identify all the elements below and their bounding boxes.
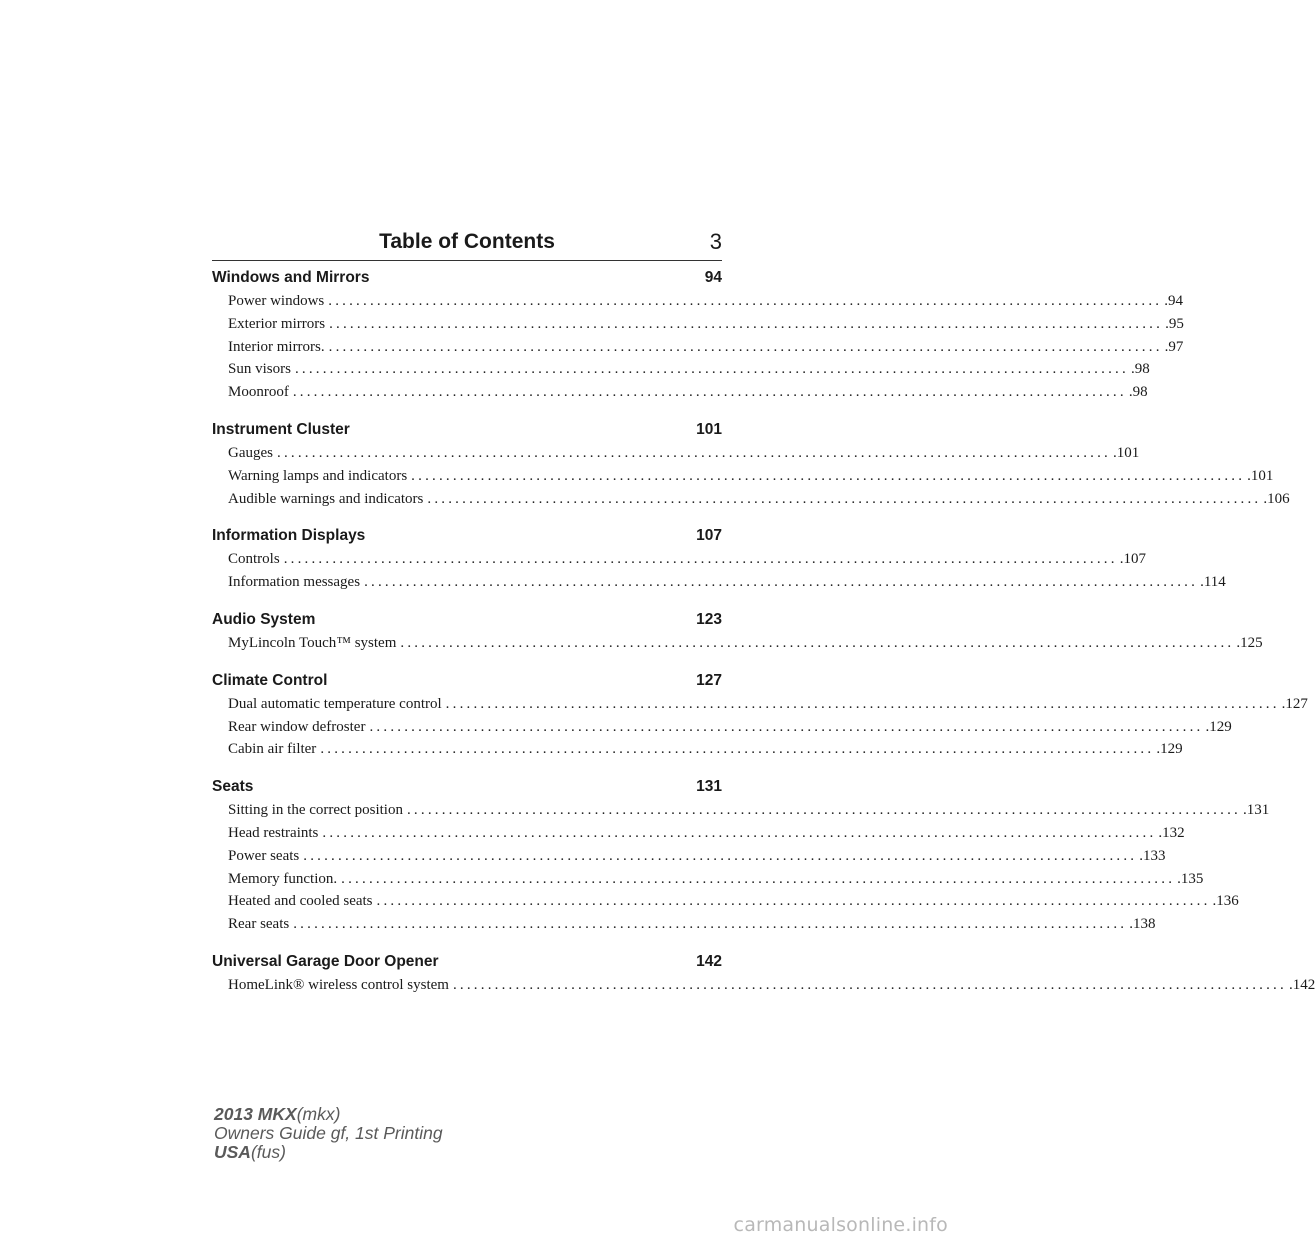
dot-leader: ........................................................................................................................ (411, 467, 1246, 484)
toc-entry-title: HomeLink® wireless control system (228, 976, 449, 993)
toc-section-heading[interactable] (212, 669, 722, 693)
toc-entry-page: .135 (1177, 870, 1204, 887)
toc-entry-page: .101 (1113, 444, 1140, 461)
toc-entry-page: .133 (1139, 847, 1166, 864)
toc-section (212, 418, 1290, 510)
toc-entry[interactable] (228, 974, 1315, 997)
dot-leader: ........................................................................................................................ (376, 893, 1211, 910)
toc-entry[interactable] (228, 822, 1185, 845)
footer-line-region (214, 1143, 443, 1162)
toc-entry[interactable] (228, 845, 1166, 868)
toc-section-page: 101 (696, 420, 722, 438)
dot-leader: ........................................................................................................................ (452, 976, 1287, 993)
toc-entry[interactable] (228, 632, 1263, 655)
toc-section-heading[interactable] (212, 950, 722, 974)
toc-entry-title: Gauges (228, 444, 273, 461)
toc-entry[interactable] (228, 548, 1146, 571)
toc-entry-title: Controls (228, 551, 280, 568)
toc-entry-page: .98 (1130, 361, 1150, 378)
toc-entry[interactable] (228, 336, 1184, 359)
toc-section-title: Seats (212, 778, 254, 796)
toc-entry-title: Cabin air filter (228, 741, 317, 758)
toc-entry-title: Interior mirrors. (228, 338, 325, 355)
toc-entry-page: .132 (1158, 824, 1185, 841)
dot-leader: ........................................................................................................................ (445, 695, 1280, 712)
toc-entry-title: Head restraints (228, 824, 319, 841)
toc-entry-page: .136 (1212, 893, 1239, 910)
dot-leader: ........................................................................................................................ (292, 384, 1127, 401)
toc-entry[interactable] (228, 488, 1290, 511)
toc-entry[interactable] (228, 716, 1232, 739)
watermark: carmanualsonline.info (733, 1214, 948, 1236)
toc-entry-page: .127 (1281, 695, 1308, 712)
toc-entry-page: .125 (1236, 634, 1263, 651)
page-header (212, 228, 722, 261)
toc-entry-page: .129 (1156, 741, 1183, 758)
toc-section-heading[interactable] (212, 266, 722, 290)
toc-section-heading[interactable] (212, 524, 722, 548)
toc-entry[interactable] (228, 738, 1183, 761)
dot-leader: ........................................................................................................................ (328, 338, 1163, 355)
document-footer (214, 1105, 443, 1162)
toc-entry-page: .142 (1288, 976, 1315, 993)
toc-entry-title: MyLincoln Touch™ system (228, 634, 397, 651)
page-number: 3 (709, 229, 722, 254)
toc-entry-title: Rear window defroster (228, 718, 366, 735)
toc-section-title: Audio System (212, 610, 316, 628)
toc-entry-page: .106 (1263, 490, 1290, 507)
toc-section-page: 107 (696, 527, 722, 545)
footer-region-code: (fus) (250, 1142, 286, 1162)
dot-leader: ........................................................................................................................ (322, 824, 1157, 841)
toc-entry-page: .98 (1128, 384, 1148, 401)
toc-section-heading[interactable] (212, 775, 722, 799)
toc-section-page: 142 (696, 952, 722, 970)
toc-section-heading[interactable] (212, 418, 722, 442)
page-title: Table of Contents (379, 230, 555, 253)
toc-entry-title: Rear seats (228, 916, 290, 933)
footer-line-model (214, 1105, 443, 1124)
dot-leader: ........................................................................................................................ (320, 741, 1155, 758)
toc-section (212, 266, 1184, 404)
toc-section-page: 131 (696, 778, 722, 796)
toc-section-page: 127 (696, 671, 722, 689)
toc-entry-title: Dual automatic temperature control (228, 695, 442, 712)
toc-entry-page: .107 (1119, 551, 1146, 568)
toc-section-title: Universal Garage Door Opener (212, 952, 439, 970)
toc-entry-page: .114 (1200, 574, 1226, 591)
toc-entry-page: .94 (1164, 293, 1183, 309)
dot-leader: ........................................................................................................................ (303, 847, 1138, 864)
toc-entry[interactable] (228, 465, 1274, 488)
toc-section-title: Windows and Mirrors (212, 269, 370, 286)
toc-entry-page: .131 (1242, 802, 1270, 819)
toc-entry-page: .97 (1164, 338, 1184, 355)
toc-entry-title: Warning lamps and indicators (228, 467, 408, 484)
toc-entry-page: .138 (1129, 916, 1156, 933)
footer-model-code: (mkx) (296, 1104, 341, 1124)
toc-entry[interactable] (228, 358, 1150, 381)
toc-section-page: 123 (696, 610, 722, 628)
dot-leader: ........................................................................................................................ (400, 634, 1235, 651)
toc-section (212, 524, 1226, 594)
dot-leader: ........................................................................................................................ (364, 574, 1199, 591)
toc-section (212, 669, 1308, 761)
toc-section-title: Climate Control (212, 671, 328, 689)
dot-leader: ........................................................................................................................ (277, 444, 1111, 461)
toc-entry-title: Information messages (228, 574, 361, 591)
toc-entry[interactable] (228, 799, 1270, 822)
toc-entry[interactable] (228, 868, 1204, 891)
dot-leader: ........................................................................................................................ (369, 718, 1204, 735)
toc-entry-page: .101 (1247, 467, 1274, 484)
toc-section (212, 775, 1270, 936)
footer-model-year: 2013 MKX (214, 1104, 297, 1124)
toc-section-title: Instrument Cluster (212, 420, 350, 438)
toc-entry[interactable] (228, 693, 1308, 716)
toc-entry[interactable] (228, 571, 1226, 594)
toc-entry-title: Moonroof (228, 384, 289, 401)
toc-entry-title: Heated and cooled seats (228, 893, 373, 910)
footer-line-edition: Owners Guide gf, 1st Printing (214, 1123, 443, 1143)
toc-entry-title: Power seats (228, 847, 300, 864)
dot-leader: ........................................................................................................................ (328, 293, 1163, 309)
toc-entry[interactable] (228, 913, 1156, 936)
toc-entry-page: .95 (1165, 315, 1184, 332)
table-of-contents (212, 266, 1315, 1011)
toc-entry-title: Power windows (228, 293, 325, 309)
toc-entry[interactable] (228, 313, 1184, 336)
dot-leader: ........................................................................................................................ (293, 916, 1128, 933)
toc-entry-title: Audible warnings and indicators (228, 490, 424, 507)
dot-leader: ........................................................................................................................ (406, 802, 1241, 819)
toc-entry-page: .129 (1205, 718, 1232, 735)
dot-leader: ........................................................................................................................ (294, 361, 1129, 378)
toc-section (212, 950, 1315, 997)
toc-section (212, 608, 1263, 655)
toc-entry[interactable] (228, 381, 1148, 404)
toc-section-page: 94 (704, 269, 722, 286)
dot-leader: ........................................................................................................................ (341, 870, 1176, 887)
toc-entry[interactable] (228, 890, 1239, 913)
toc-entry[interactable] (228, 442, 1140, 465)
dot-leader: ........................................................................................................................ (427, 490, 1262, 507)
toc-entry-title: Sun visors (228, 361, 291, 378)
dot-leader: ........................................................................................................................ (329, 315, 1164, 332)
toc-section-title: Information Displays (212, 527, 366, 545)
toc-entry-title: Sitting in the correct position (228, 802, 403, 819)
toc-entry[interactable] (228, 290, 1183, 313)
toc-section-heading[interactable] (212, 608, 722, 632)
toc-entry-title: Exterior mirrors (228, 315, 326, 332)
dot-leader: ........................................................................................................................ (283, 551, 1118, 568)
toc-entry-title: Memory function. (228, 870, 338, 887)
footer-region: USA (214, 1142, 251, 1162)
